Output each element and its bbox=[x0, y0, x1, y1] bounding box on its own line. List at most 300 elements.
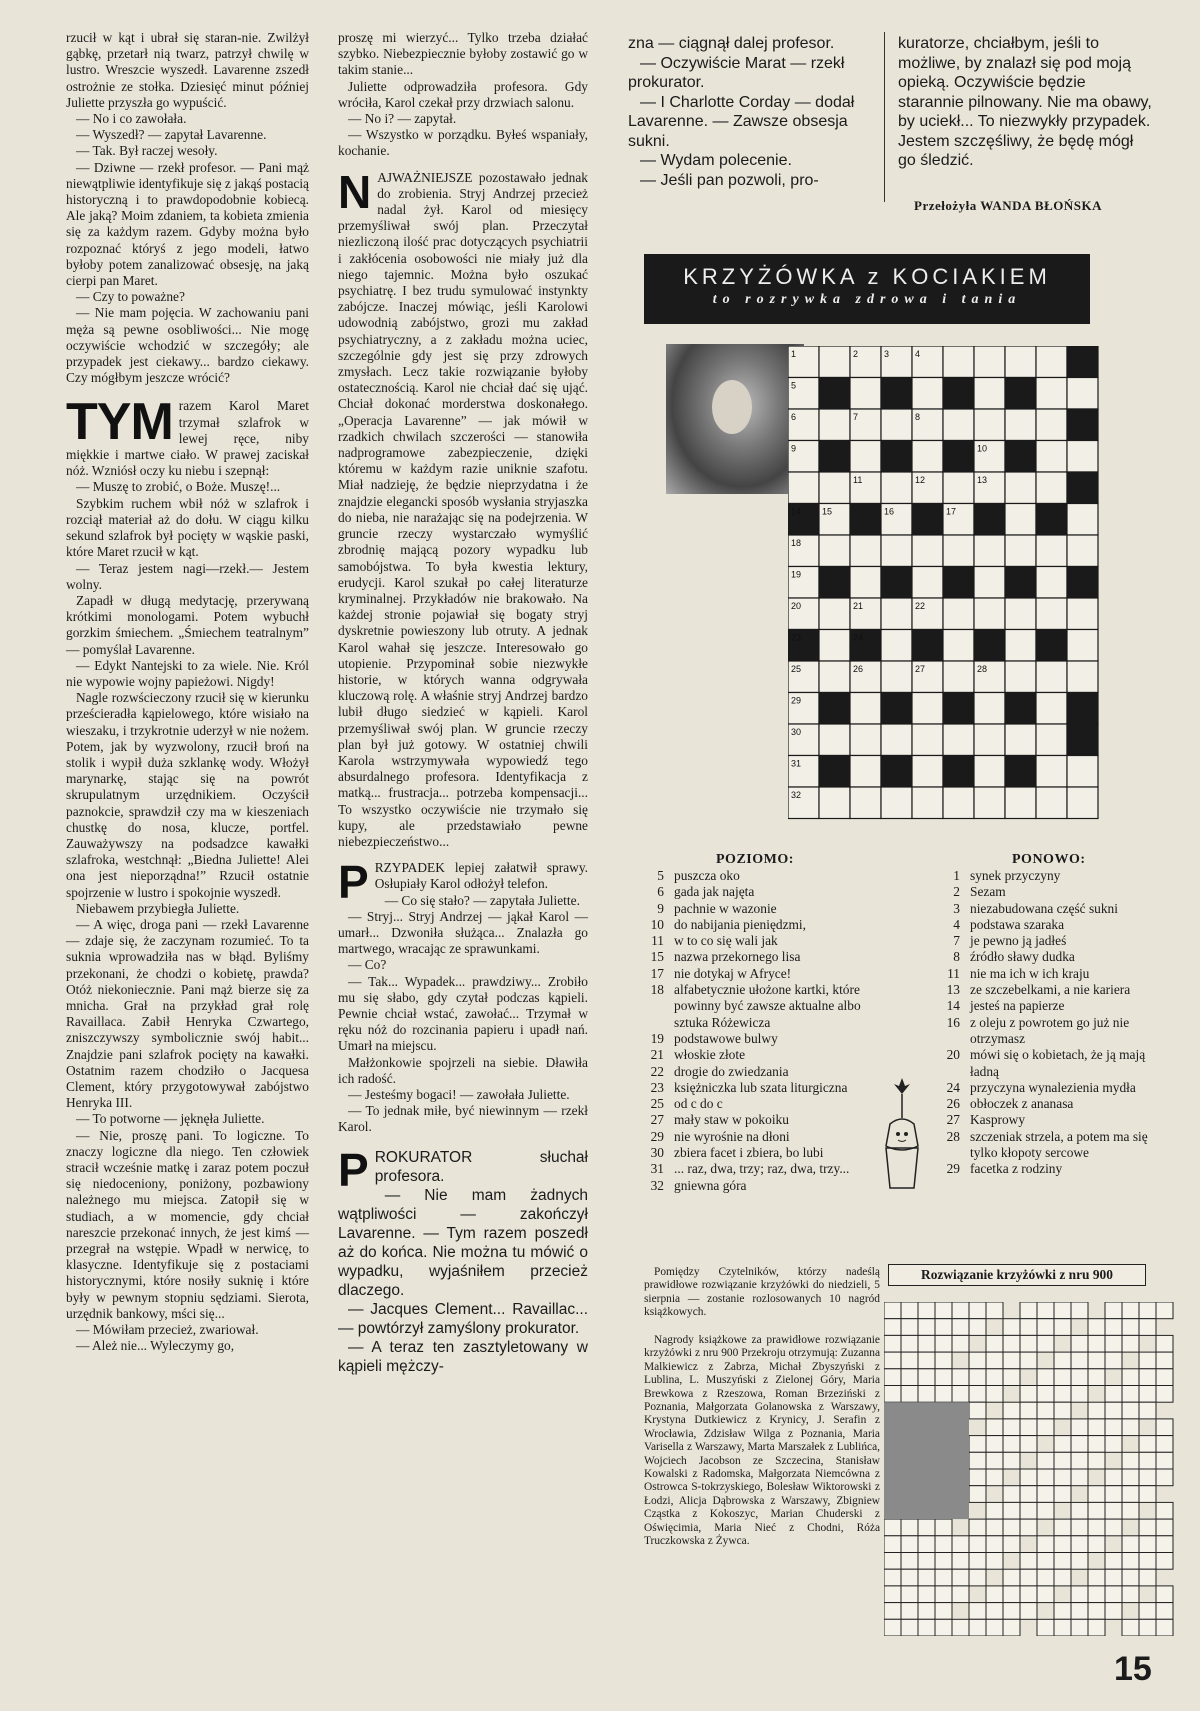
grid-cell bbox=[974, 787, 1005, 819]
solution-cell bbox=[1037, 1536, 1054, 1553]
grid-cell bbox=[881, 693, 912, 725]
clue-text: gniewna góra bbox=[674, 1177, 747, 1193]
solution-cell bbox=[901, 1553, 918, 1570]
clue-number: 30 bbox=[650, 1145, 664, 1161]
solution-cell bbox=[1156, 1302, 1173, 1319]
solution-cell bbox=[901, 1386, 918, 1403]
grid-number: 28 bbox=[977, 664, 988, 674]
clue-item bbox=[936, 901, 1158, 917]
grid-number: 10 bbox=[977, 443, 988, 454]
solution-cell bbox=[901, 1586, 918, 1603]
solution-cell bbox=[986, 1553, 1003, 1570]
solution-cell bbox=[969, 1319, 986, 1336]
clue-text: pachnie w wazonie bbox=[674, 900, 777, 916]
solution-cell bbox=[1037, 1502, 1054, 1519]
solution-cell bbox=[1071, 1586, 1088, 1603]
grid-cell bbox=[1036, 504, 1067, 536]
clue-text: synek przyczyny bbox=[970, 868, 1061, 883]
clue-item bbox=[936, 868, 1158, 884]
grid-cell bbox=[881, 567, 912, 599]
drop-cap-p1: P bbox=[338, 856, 369, 909]
grid-number: 22 bbox=[915, 601, 926, 611]
solution-cell bbox=[1054, 1469, 1071, 1486]
solution-cell bbox=[935, 1603, 952, 1620]
solution-cell bbox=[1122, 1536, 1139, 1553]
grid-cell bbox=[1067, 630, 1098, 662]
solution-cell bbox=[918, 1319, 935, 1336]
grid-cell bbox=[850, 378, 881, 410]
clue-number: 9 bbox=[657, 900, 664, 916]
solution-cell bbox=[1054, 1452, 1071, 1469]
grid-cell bbox=[819, 630, 850, 662]
paragraph: — Co? bbox=[348, 957, 387, 973]
column-2-paragraphs bbox=[338, 30, 588, 160]
solution-cell bbox=[1088, 1352, 1105, 1369]
solution-cell bbox=[1156, 1502, 1173, 1519]
clue-text: źródło sławy dudka bbox=[970, 949, 1075, 965]
solution-cell bbox=[1003, 1369, 1020, 1386]
grid-cell bbox=[943, 378, 974, 410]
solution-cell bbox=[1122, 1369, 1139, 1386]
section-najwazniejsze bbox=[338, 165, 588, 851]
grid-cell bbox=[1005, 661, 1036, 693]
solution-cell bbox=[935, 1569, 952, 1586]
solution-cell bbox=[1071, 1335, 1088, 1352]
clue-item bbox=[936, 998, 1158, 1014]
grid-cell bbox=[850, 756, 881, 788]
clue-text: gada jak najęta bbox=[674, 884, 755, 900]
paragraph: rzucił w kąt i ubrał się staran-nie. Zwilżył gąbkę, przetarł nią twarz, patrzył chwilę w lustro. Wreszcie wyszedł. Lavarenne zszedł ostrożnie ze stołka. Dziesięć minut później Juliette przyszła go wypuścić. bbox=[66, 30, 309, 110]
solution-cell bbox=[1003, 1436, 1020, 1453]
solution-cell bbox=[918, 1553, 935, 1570]
grid-cell bbox=[850, 504, 881, 536]
solution-cell bbox=[935, 1536, 952, 1553]
paragraph: — Mówiłam przecież, zwariował. bbox=[76, 1322, 259, 1338]
grid-cell bbox=[943, 724, 974, 756]
paragraph: — Muszę to zrobić, o Boże. Muszę!... bbox=[76, 479, 281, 495]
solution-cell bbox=[1122, 1502, 1139, 1519]
grid-cell bbox=[974, 378, 1005, 410]
clue-number: 11 bbox=[947, 965, 960, 981]
grid-cell bbox=[881, 630, 912, 662]
solution-cell bbox=[1037, 1302, 1054, 1319]
clue-item bbox=[936, 884, 1158, 900]
solution-cell bbox=[1071, 1603, 1088, 1620]
solution-cell bbox=[969, 1352, 986, 1369]
solution-cell bbox=[1088, 1419, 1105, 1436]
clue-text: niezabudowana część sukni bbox=[970, 900, 1118, 916]
solution-cell bbox=[1156, 1536, 1173, 1553]
clue-item bbox=[640, 1096, 862, 1112]
clue-number: 32 bbox=[650, 1177, 664, 1193]
grid-cell bbox=[1036, 598, 1067, 630]
grid-number: 13 bbox=[977, 475, 988, 485]
clue-text: nie wyrośnie na dłoni bbox=[674, 1128, 790, 1144]
solution-cell bbox=[1020, 1419, 1037, 1436]
solution-cell bbox=[935, 1586, 952, 1603]
grid-cell bbox=[1036, 567, 1067, 599]
solution-cell bbox=[901, 1335, 918, 1352]
solution-cell bbox=[884, 1569, 901, 1586]
solution-cell bbox=[1139, 1553, 1156, 1570]
paragraph: — Edykt Nantejski to za wiele. Nie. Król nie wypowie wojny papieżowi. Nigdy! bbox=[66, 657, 309, 689]
clue-number: 29 bbox=[946, 1161, 960, 1177]
grid-cell bbox=[974, 346, 1005, 378]
grid-cell bbox=[1036, 535, 1067, 567]
solution-cell bbox=[1054, 1619, 1071, 1636]
clue-number: 25 bbox=[650, 1096, 664, 1112]
grid-cell bbox=[1067, 693, 1098, 725]
section-przypadek bbox=[338, 856, 588, 1135]
clue-item bbox=[936, 1047, 1158, 1080]
paragraph: proszę mi wierzyć... Tylko trzeba działać szybko. Niebezpiecznie byłoby zostawić go w takim stanie... bbox=[338, 30, 588, 78]
solution-cell bbox=[1003, 1486, 1020, 1503]
article-column-1 bbox=[66, 30, 309, 1354]
clue-number: 5 bbox=[657, 868, 664, 883]
solution-cell bbox=[884, 1352, 901, 1369]
solution-cell bbox=[1054, 1486, 1071, 1503]
solution-cell bbox=[969, 1553, 986, 1570]
clues-down bbox=[936, 868, 1158, 1178]
solution-cell bbox=[1071, 1369, 1088, 1386]
grid-number: 31 bbox=[791, 758, 802, 769]
solution-cell bbox=[901, 1302, 918, 1319]
solution-cell bbox=[1105, 1352, 1122, 1369]
clue-item bbox=[936, 1080, 1158, 1096]
solution-cell bbox=[1105, 1469, 1122, 1486]
solution-cell bbox=[1003, 1352, 1020, 1369]
grid-cell bbox=[943, 787, 974, 819]
clue-item bbox=[640, 1031, 862, 1047]
solution-cell bbox=[884, 1586, 901, 1603]
grid-cell bbox=[912, 693, 943, 725]
solution-grid bbox=[884, 1302, 1174, 1636]
solution-cell bbox=[969, 1486, 986, 1503]
solution-cell bbox=[986, 1452, 1003, 1469]
solution-cell bbox=[901, 1619, 918, 1636]
solution-cell bbox=[935, 1519, 952, 1536]
solution-cell bbox=[935, 1352, 952, 1369]
grid-cell bbox=[974, 598, 1005, 630]
solution-cell bbox=[1088, 1569, 1105, 1586]
grid-cell bbox=[850, 535, 881, 567]
solution-cell bbox=[952, 1536, 969, 1553]
solution-cell bbox=[986, 1603, 1003, 1620]
clue-item bbox=[640, 917, 862, 933]
paragraph: — Ależ nie... Wyleczymy go, bbox=[76, 1338, 235, 1354]
clue-text: Sezam bbox=[970, 884, 1006, 900]
paragraph: Niebawem przybiegła Juliette. bbox=[76, 900, 240, 916]
grid-cell bbox=[1005, 378, 1036, 410]
crossword-grid bbox=[788, 346, 1100, 822]
clue-text: nie dotykaj w Afryce! bbox=[674, 965, 792, 981]
paragraph: — Teraz jestem nagi—rzekł.— Jestem wolny. bbox=[66, 560, 309, 592]
clue-text: szczeniak strzela, a potem ma się tylko kłopoty sercowe bbox=[970, 1128, 1148, 1161]
clue-item bbox=[640, 868, 862, 884]
grid-number: 7 bbox=[853, 412, 859, 422]
winner-list-text: Nagrody książkowe za prawidłowe rozwiązanie krzyżówki z nru 900 Przekroju otrzymują: Zuzanna Malkiewicz z Zabrza, Michał Zbyszyński z Lublina, L. Muszyński z Zielonej Góry, Maria Brewkowa z Rzeszowa, Roman Brzeziński z Poznania, Małgorzata Golanowska z Warszawy, Krystyna Dutkiewicz z Krynicy, J. Serafin z Wrocławia, Zdzisław Wilga z Poznania, Maria Varisella z Warszawy, Marta Marszałek z Lublińca, Wojciech Jacobson ze Szczecina, Stanisław Kowalski z Radomska, Małgorzata Niemcówna z Ostrowca S-tokrzyskiego, Bolesław Wiktorowski z Łodzi, Alicja Dąbrowska z Warszawy, Zbigniew Cząstka z Kokoszyc, Marian Chuderski z Oświęcimia, Maria Nieć z Chodni, Róża Truczkowska z Żywca. bbox=[644, 1334, 880, 1548]
grid-cell bbox=[819, 472, 850, 504]
clue-number: 27 bbox=[650, 1112, 664, 1128]
section-tym bbox=[66, 393, 309, 1354]
paragraph: ROKURATOR słuchał profesora. bbox=[374, 1148, 588, 1185]
grid-number: 9 bbox=[791, 443, 797, 454]
solution-cell bbox=[1003, 1319, 1020, 1336]
solution-cell bbox=[986, 1519, 1003, 1536]
clue-item bbox=[640, 982, 862, 1031]
solution-cell bbox=[935, 1319, 952, 1336]
grid-number: 27 bbox=[915, 664, 926, 674]
solution-cell bbox=[918, 1352, 935, 1369]
grid-cell bbox=[881, 441, 912, 473]
solution-cell bbox=[1071, 1619, 1088, 1636]
clue-text: włoskie złote bbox=[674, 1047, 746, 1063]
grid-cell bbox=[1036, 756, 1067, 788]
grid-cell bbox=[943, 598, 974, 630]
solution-cell bbox=[884, 1335, 901, 1352]
solution-cell bbox=[1122, 1452, 1139, 1469]
solution-cell bbox=[969, 1402, 986, 1419]
clue-text: ze szczebelkami, a nie kariera bbox=[970, 982, 1131, 998]
solution-cell bbox=[952, 1319, 969, 1336]
grid-cell bbox=[881, 787, 912, 819]
solution-cell bbox=[1139, 1302, 1156, 1319]
clue-number: 17 bbox=[650, 965, 664, 981]
solution-cell bbox=[1105, 1553, 1122, 1570]
clue-item bbox=[640, 1080, 862, 1096]
grid-number: 23 bbox=[791, 632, 802, 643]
grid-cell bbox=[974, 504, 1005, 536]
paragraph: zna — ciągnął dalej profesor. bbox=[628, 35, 835, 52]
grid-number: 24 bbox=[853, 632, 864, 643]
clue-number: 7 bbox=[953, 933, 960, 949]
solution-cell bbox=[1088, 1519, 1105, 1536]
grid-cell bbox=[912, 787, 943, 819]
solution-cell bbox=[1105, 1319, 1122, 1336]
grid-cell bbox=[819, 441, 850, 473]
solution-cell bbox=[918, 1619, 935, 1636]
solution-cell bbox=[1054, 1352, 1071, 1369]
solution-cell bbox=[1088, 1486, 1105, 1503]
solution-cell bbox=[1105, 1302, 1122, 1319]
solution-cell bbox=[1088, 1319, 1105, 1336]
clue-text: drogie do zwiedzania bbox=[674, 1063, 789, 1079]
solution-cell bbox=[1071, 1452, 1088, 1469]
grid-cell bbox=[881, 756, 912, 788]
solution-cell bbox=[1003, 1502, 1020, 1519]
crossword-title: KRZYŻÓWKA z KOCIAKIEM bbox=[683, 264, 1051, 289]
grid-cell bbox=[881, 598, 912, 630]
grid-cell bbox=[943, 756, 974, 788]
grid-cell bbox=[1005, 567, 1036, 599]
grid-cell bbox=[943, 535, 974, 567]
grid-number: 6 bbox=[791, 412, 797, 422]
grid-cell bbox=[819, 567, 850, 599]
solution-cell bbox=[918, 1369, 935, 1386]
winner-list bbox=[644, 1334, 880, 1549]
paragraph: — To jednak miłe, być niewinnym — rzekł Karol. bbox=[338, 1103, 588, 1135]
grid-number: 11 bbox=[853, 475, 863, 485]
solution-cell bbox=[1122, 1586, 1139, 1603]
grid-cell bbox=[1005, 504, 1036, 536]
grid-cell bbox=[819, 661, 850, 693]
solution-cell bbox=[1071, 1519, 1088, 1536]
solution-cell bbox=[1003, 1536, 1020, 1553]
paragraph: — To potworne — jęknęła Juliette. bbox=[76, 1111, 265, 1127]
grid-number: 20 bbox=[791, 601, 802, 611]
paragraph-najwazniejsze: AJWAŻNIEJSZE pozostawało jednak do zrobienia. Stryj Andrzej przecież nadal żył. Karol od miesięcy przemyśliwał swój plan. Przeczytał niezliczoną ilość prac dotyczących psychiatrii i zakłócenia osobowości nie miały już dla niego tajemnic. Można było oszukać psychiatrę. I bez trudu symulować instynkty zabójcze. Inaczej mówiąc, jeśli Karolowi udowodnią zabójstwo, grozi mu zakład psychiatryczny, a z zakładu można uciec, szczególnie gdy jest się przy zdrowych zmysłach. Lecz takie rozwiązanie byłoby ostatecznością. Karol nie chciał dać się ująć. Chciał dokonać morderstwa doskonałego. „Operacja Lavarenne” — jak mówił w rzadkich chwilach szczerości — stanowiła nadprogramowe zabezpieczenie, dzięki któremu w każdym razie uniknie szafotu. Miał nadzieję, że będzie nieprzydatna i że znajdzie elegancki sposób wysłania stryjaszka do nieba, nie narażając się na podejrzenia. W gruncie rzeczy wystarczało wymyślić zbrodnię mającą pozory wypadku lub samobójstwa. To była kwestia lektury, erudycji. Karol szukał po całej literaturze kryminalnej. Przykładów nie brakowało. Na każdej stronie pojawiał się bogaty stryj dyskretnie powieszony lub otruty. A jednak Karol wahał się jeszcze. Interesowało go utopienie. Przypominał sobie niezwykłe historie, w których wanna odgrywała kluczową rolę. A właśnie stryj Andrzej bardzo lubił długo siedzieć w kąpieli. Karol przemyśliwał swój plan. W gruncie rzeczy plan był już gotowy. W ostatniej chwili Karola wstrzymywała wypowiedź tego absurdalnego profesora. Identyfikacja z matką... frustracja... potrzeba kompensacji... To wszystko oczywiście nie trzymało się kupy, ale przedstawiało pewne niebezpieczeństwo... bbox=[338, 169, 588, 849]
grid-cell bbox=[1036, 724, 1067, 756]
solution-cell bbox=[884, 1319, 901, 1336]
solution-cell bbox=[1020, 1569, 1037, 1586]
solution-cell bbox=[1088, 1452, 1105, 1469]
solution-cell bbox=[918, 1603, 935, 1620]
solution-cell bbox=[884, 1619, 901, 1636]
clue-number: 21 bbox=[650, 1047, 664, 1063]
column-1-paragraphs bbox=[66, 30, 309, 386]
grid-cell bbox=[974, 756, 1005, 788]
grid-cell bbox=[819, 535, 850, 567]
clue-item bbox=[936, 917, 1158, 933]
solution-cell bbox=[986, 1502, 1003, 1519]
solution-cell bbox=[969, 1536, 986, 1553]
solution-cell bbox=[1071, 1469, 1088, 1486]
grid-cell bbox=[881, 661, 912, 693]
paragraph: RZYPADEK lepiej załatwił sprawy. Osłupiały Karol odłożył telefon. bbox=[374, 860, 588, 892]
solution-cell bbox=[1122, 1319, 1139, 1336]
solution-cell bbox=[1088, 1586, 1105, 1603]
solution-cell bbox=[1071, 1502, 1088, 1519]
solution-cell bbox=[1054, 1302, 1071, 1319]
paragraph: kuratorze, chciałbym, jeśli to możliwe, by znalazł się pod moją opieką. Oczywiście będzie starannie pilnowany. Nie ma obawy, by uciekł... To niezwykły przypadek. Jestem szczęśliwy, że będę mógł go śledzić. bbox=[898, 35, 1152, 169]
solution-cell bbox=[1003, 1419, 1020, 1436]
grid-cell bbox=[1036, 346, 1067, 378]
solution-cell bbox=[1020, 1302, 1037, 1319]
grid-number: 2 bbox=[853, 349, 859, 359]
solution-cell bbox=[1020, 1519, 1037, 1536]
solution-cell bbox=[986, 1369, 1003, 1386]
solution-cell bbox=[986, 1335, 1003, 1352]
clue-item bbox=[936, 982, 1158, 998]
paragraph: — Nie, proszę pani. To logiczne. To znaczy logiczne dla niego. Ten człowiek stracił wcześnie matkę i zaraz potem poczuł się niedoceniony, poniżony, pozbawiony należnego mu miejsca. Zatopił się w studiach, a w momencie, gdy chciał nareszcie przekonać innych, że jest kimś — przegrał na wstępie. Wpadł w nerwicę, to klasyczne. Identyfikuje się z postaciami historycznymi, które nosiły suknię i które były w pewnym stopniu sędziami. Sierota, urzędnik bankowy, mści się... bbox=[66, 1127, 309, 1321]
clue-item bbox=[936, 933, 1158, 949]
grid-cell bbox=[912, 504, 943, 536]
clue-number: 8 bbox=[953, 949, 960, 965]
solution-cell bbox=[1020, 1586, 1037, 1603]
column-2d-paragraphs bbox=[338, 1143, 588, 1376]
clue-text: ... raz, dwa, trzy; raz, dwa, trzy... bbox=[674, 1161, 850, 1177]
grid-cell bbox=[819, 598, 850, 630]
grid-cell bbox=[819, 693, 850, 725]
solution-cell bbox=[1156, 1352, 1173, 1369]
solution-cell bbox=[918, 1335, 935, 1352]
solution-cell bbox=[1071, 1419, 1088, 1436]
grid-number: 32 bbox=[791, 790, 802, 800]
grid-cell bbox=[1067, 472, 1098, 504]
solution-cell bbox=[1156, 1469, 1173, 1486]
grid-cell bbox=[912, 756, 943, 788]
solution-cell bbox=[1054, 1519, 1071, 1536]
grid-cell bbox=[974, 535, 1005, 567]
solution-cell bbox=[1003, 1519, 1020, 1536]
clue-number: 1 bbox=[953, 868, 960, 883]
grid-cell bbox=[850, 787, 881, 819]
clue-item bbox=[640, 884, 862, 900]
solution-cell bbox=[1054, 1553, 1071, 1570]
paragraph: — Wyszedł? — zapytał Lavarenne. bbox=[76, 127, 267, 143]
paragraph: — Stryj... Stryj Andrzej — jąkał Karol — umarł... Dzwoniła służąca... Znalazła go martwego, wracając ze sprawunkami. bbox=[338, 908, 588, 957]
paragraph: — Oczywiście Marat — rzekł prokurator. bbox=[628, 54, 845, 91]
grid-number: 3 bbox=[884, 349, 890, 359]
solution-cell bbox=[986, 1386, 1003, 1403]
grid-cell bbox=[912, 441, 943, 473]
clue-number: 11 bbox=[651, 933, 664, 949]
solution-cell bbox=[1122, 1402, 1139, 1419]
solution-cell bbox=[1088, 1603, 1105, 1620]
solution-cell bbox=[1156, 1452, 1173, 1469]
grid-cell bbox=[1005, 756, 1036, 788]
grid-cell bbox=[1005, 346, 1036, 378]
clue-number: 14 bbox=[946, 998, 960, 1014]
solution-cell bbox=[1003, 1335, 1020, 1352]
solution-cell bbox=[1122, 1569, 1139, 1586]
solution-cell bbox=[918, 1586, 935, 1603]
grid-cell bbox=[912, 378, 943, 410]
paragraph: — Jacques Clement... Ravaillac... — powtórzył zamyślony prokurator. bbox=[338, 1300, 588, 1337]
paragraph: — No i co zawołała. bbox=[76, 111, 187, 127]
paragraph: — Jesteśmy bogaci! — zawołała Juliette. bbox=[348, 1087, 570, 1102]
grid-number: 14 bbox=[791, 506, 802, 517]
grid-cell bbox=[974, 567, 1005, 599]
solution-cell bbox=[1122, 1486, 1139, 1503]
solution-cell bbox=[1020, 1469, 1037, 1486]
solution-cell bbox=[1037, 1553, 1054, 1570]
solution-cell bbox=[952, 1619, 969, 1636]
solution-cell bbox=[969, 1569, 986, 1586]
grid-cell bbox=[912, 567, 943, 599]
solution-cell bbox=[1037, 1419, 1054, 1436]
grid-cell bbox=[1067, 661, 1098, 693]
solution-cell bbox=[935, 1369, 952, 1386]
solution-cell bbox=[1156, 1553, 1173, 1570]
solution-cell bbox=[1122, 1553, 1139, 1570]
clue-number: 16 bbox=[946, 1014, 960, 1030]
grid-cell bbox=[943, 346, 974, 378]
solution-cell bbox=[1088, 1502, 1105, 1519]
grid-cell bbox=[1067, 504, 1098, 536]
solution-cell bbox=[952, 1302, 969, 1319]
solution-cell bbox=[1105, 1335, 1122, 1352]
solution-cell bbox=[901, 1603, 918, 1620]
clue-item bbox=[936, 966, 1158, 982]
solution-cell bbox=[1037, 1569, 1054, 1586]
clue-item bbox=[640, 1064, 862, 1080]
solution-cell bbox=[1054, 1402, 1071, 1419]
solution-cell bbox=[1054, 1603, 1071, 1620]
drop-cap-p2: P bbox=[338, 1143, 369, 1196]
grid-cell bbox=[974, 693, 1005, 725]
clue-text: mówi się o kobietach, że ją mają ładną bbox=[970, 1047, 1146, 1079]
drop-cap-tym: TYM bbox=[66, 393, 173, 452]
clue-item bbox=[936, 1129, 1158, 1162]
solution-cell bbox=[1139, 1369, 1156, 1386]
solution-cell bbox=[1003, 1586, 1020, 1603]
vase-illustration bbox=[872, 1074, 932, 1224]
solution-cell bbox=[1071, 1302, 1088, 1319]
grid-cell bbox=[1067, 567, 1098, 599]
grid-cell bbox=[788, 472, 819, 504]
solution-cell bbox=[1105, 1486, 1122, 1503]
